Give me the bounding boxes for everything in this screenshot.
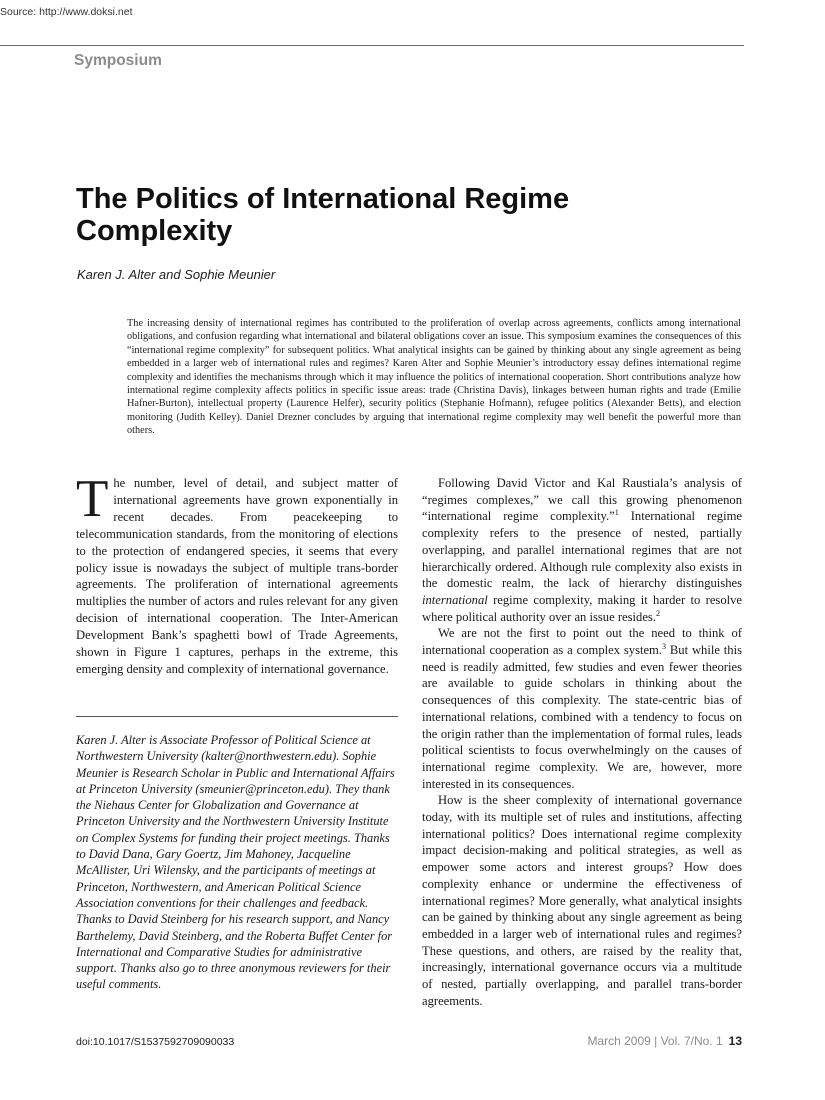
- footnote-ref-3[interactable]: 3: [662, 641, 667, 651]
- footnote-rule: [76, 716, 398, 717]
- paragraph-1-text-a: Following David Victor and Kal Raustiala’s analysis of “regimes complexes,” we call this growing phenomenon “international regime complexity.”: [422, 476, 742, 524]
- source-label: Source: http://www.doksi.net: [0, 6, 133, 18]
- paragraph-2: [422, 625, 742, 792]
- paragraph-1: [422, 475, 742, 625]
- issue-label: March 2009 | Vol. 7/No. 1: [587, 1034, 723, 1048]
- author-bio-note: Karen J. Alter is Associate Professor of Political Science at Northwestern University (kalter@northwestern.edu). Sophie Meunier is Research Scholar in Public and International Affairs at Princeton University (smeunier@princeton.edu). They thank the Niehaus Center for Globalization and Governance at Princeton University and the Northwestern University Institute on Complex Systems for funding their project meetings. Thanks to David Dana, Gary Goertz, Jim Mahoney, Jacqueline McAllister, Uri Wilensky, and the participants of meetings at Princeton, Northwestern, and American Political Science Association conventions for their challenges and feedback. Thanks to David Steinberg for his research support, and Nancy Barthelemy, David Steinberg, and the Roberta Buffet Center for International and Comparative Studies for administrative support. Thanks also go to three anonymous reviewers for their useful comments.: [76, 733, 395, 992]
- paragraph-2-text-a: We are not the first to point out the need to think of international cooperation as a complex system.: [422, 626, 742, 658]
- right-column-body: [422, 475, 742, 1010]
- footnote-ref-2[interactable]: 2: [655, 608, 660, 618]
- doi-label: doi:10.1017/S1537592709090033: [76, 1036, 235, 1048]
- paragraph-3: How is the sheer complexity of international governance today, with its multiple set of rules and institutions, affecting international politics? Does international regime complexity impact decision-making and political strategies, as well as empower some actors and interest groups? How does complexity enhance or undermine the effectiveness of international regimes? More generally, what analytical insights can be gained by thinking about any single agreement as being embedded in a larger web of international rules and regimes? These questions, and others, are raised by the reality that, increasingly, international governance occurs via a multitude of nested, partially overlapping, and parallel trans-border agreements.: [422, 793, 742, 1008]
- drop-cap: T: [76, 470, 109, 528]
- header-rule: [0, 45, 744, 46]
- left-column-body: [76, 470, 398, 678]
- intro-paragraph: he number, level of detail, and subject matter of international agreements have grown exponentially in recent decades. From peacekeeping to telecommunication standards, from the monitoring of elections to the protection of endangered species, it seems that every policy issue is nowadays the subject of multiple trans-border agreements. The proliferation of international agreements multiplies the number of actors and rules relevant for any given decision of international cooperation. The Inter-American Development Bank’s spaghetti bowl of Trade Agreements, shown in Figure 1 captures, perhaps in the extreme, this emerging density and complexity of international governance.: [76, 476, 398, 676]
- section-label: Symposium: [74, 52, 162, 69]
- abstract: The increasing density of international regimes has contributed to the proliferation of overlap across agreements, conflicts among international obligations, and confusion regarding what international and bilateral obligations cover an issue. This symposium examines the consequences of this “international regime complexity” for subsequent politics. What analytical insights can be gained by thinking about any single agreement as being embedded in a larger web of international rules and regimes? Karen Alter and Sophie Meunier’s introductory essay defines international regime complexity and identifies the mechanisms through which it may influence the politics of international cooperation. Short contributions analyze how international regime complexity affects politics in specific issue areas: trade (Christina Davis), linkages between human rights and trade (Emilie Hafner-Burton), intellectual property (Laurence Helfer), security politics (Stephanie Hofmann), refugee politics (Alexander Betts), and election monitoring (Judith Kelley). Daniel Drezner concludes by arguing that international regime complexity may well benefit the powerful more than others.: [127, 318, 741, 437]
- paragraph-1-text-b: International regime complexity refers to the presence of nested, partially overlapping, and parallel international regimes that are not hierarchically ordered. Although rule complexity also exists in the domestic realm, the lack of hierarchy distinguishes: [422, 509, 742, 591]
- page-number: 13: [728, 1034, 742, 1048]
- footnote-ref-1[interactable]: 1: [614, 508, 619, 518]
- paragraph-1-text-c: regime complexity, making it harder to resolve where political authority over an issue resides.: [422, 592, 742, 624]
- article-title: The Politics of International Regime Complexity: [76, 183, 570, 247]
- paragraph-1-emphasis: international: [422, 592, 488, 607]
- article-authors: Karen J. Alter and Sophie Meunier: [77, 267, 276, 282]
- page-footer: [587, 1034, 742, 1048]
- paragraph-2-text-b: But while this need is readily admitted, few studies and even fewer theories are available to guide scholars in thinking about the consequences of this complexity. The state-centric bias of international relations, combined with a tendency to focus on the origin rather than the implementation of formal rules, leads political scientists to focus overwhelmingly on the causes of international regime complexity. We are, however, more interested in its consequences.: [422, 643, 742, 791]
